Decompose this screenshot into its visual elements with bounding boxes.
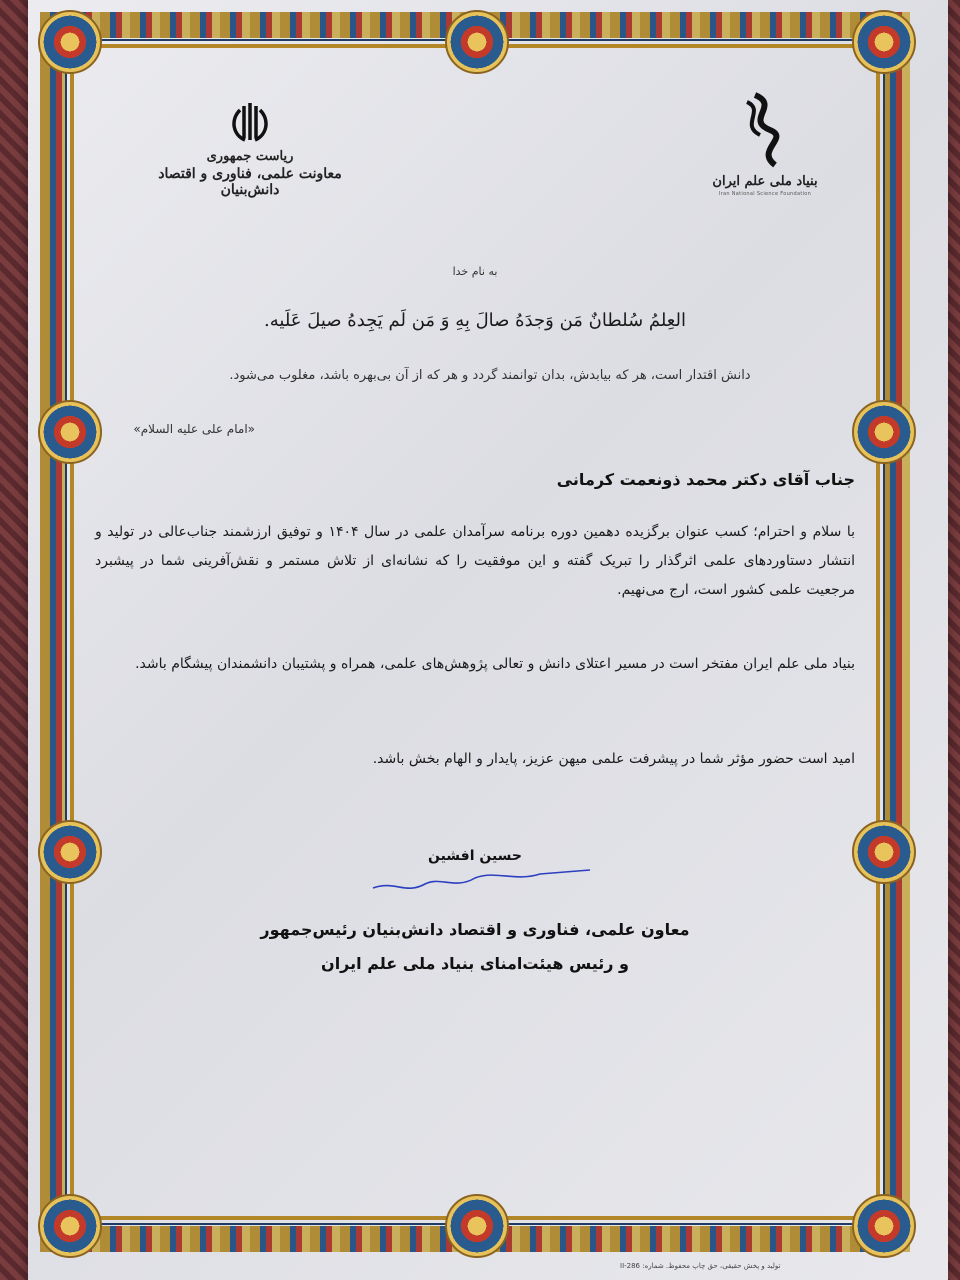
corner-medallion-bottom-left xyxy=(38,1194,102,1258)
paragraph-support: بنیاد ملی علم ایران مفتخر است در مسیر اعتلای دانش و تعالی پژوهش‌های علمی، همراه و پشتیبان دانشمندان پیشگام باشد. xyxy=(135,656,855,672)
vice-presidency-title: معاونت علمی، فناوری و اقتصاد دانش‌بنیان xyxy=(158,166,342,198)
addressee: جناب آقای دکتر محمد ذونعمت کرمانی xyxy=(556,470,855,489)
edge-medallion-left-middle xyxy=(38,400,102,464)
bismillah: به نام خدا xyxy=(452,265,498,278)
edge-medallion-left-lower xyxy=(38,820,102,884)
corner-medallion-top-left xyxy=(38,10,102,74)
insf-name: بنیاد ملی علم ایران xyxy=(712,174,818,189)
insf-logo xyxy=(695,90,835,197)
iran-emblem-icon xyxy=(225,100,275,145)
hadith-source: «امام علی علیه السلام» xyxy=(133,422,255,436)
corner-medallion-top-right xyxy=(852,10,916,74)
edge-medallion-top-center xyxy=(445,10,509,74)
paragraph-congratulations: با سلام و احترام؛ کسب عنوان برگزیده دهمین دوره برنامه سرآمدان علمی در سال ۱۴۰۴ و توفیق ارزشمند جناب‌عالی در تولید و انتشار دستاوردهای علمی اثرگذار را تبریک گفته و این موفقیت را که نشانه‌ای از تلاش مستمر و نقش‌آفرینی شما در پیشبرد مرجعیت علمی کشور است، ارج می‌نهیم. xyxy=(95,524,855,598)
hadith-persian: دانش اقتدار است، هر که بیابدش، بدان توانمند گردد و هر که از آن بی‌بهره باشد، مغلوب می‌شود. xyxy=(229,368,751,383)
edge-medallion-right-lower xyxy=(852,820,916,884)
edge-medallion-right-middle xyxy=(852,400,916,464)
corner-medallion-bottom-right xyxy=(852,1194,916,1258)
print-footer-note: تولید و پخش حقیقی، حق چاپ محفوظ. شماره: II-286 xyxy=(620,1262,781,1270)
signer-title-line1: معاون علمی، فناوری و اقتصاد دانش‌بنیان رئیس‌جمهور xyxy=(260,920,690,939)
insf-english-name: Iran National Science Foundation xyxy=(718,191,812,197)
paragraph-wishes: امید است حضور مؤثر شما در پیشرفت علمی میهن عزیز، پایدار و الهام بخش باشد. xyxy=(372,751,855,767)
handwritten-signature xyxy=(365,860,595,900)
certificate-content xyxy=(95,70,855,1190)
signer-title-line2: و رئیس هیئت‌امنای بنیاد ملی علم ایران xyxy=(321,954,629,973)
presidency-title: ریاست جمهوری xyxy=(206,149,294,164)
hadith-arabic: العِلمُ سُلطانٌ مَن وَجدَهُ صالَ بِهِ وَ مَن لَم یَجِدهُ صیلَ عَلَیه. xyxy=(264,310,686,331)
signer-name: حسین افشین xyxy=(427,848,523,864)
presidency-logo xyxy=(135,100,365,198)
edge-medallion-bottom-center xyxy=(445,1194,509,1258)
insf-emblem-icon xyxy=(735,90,795,170)
